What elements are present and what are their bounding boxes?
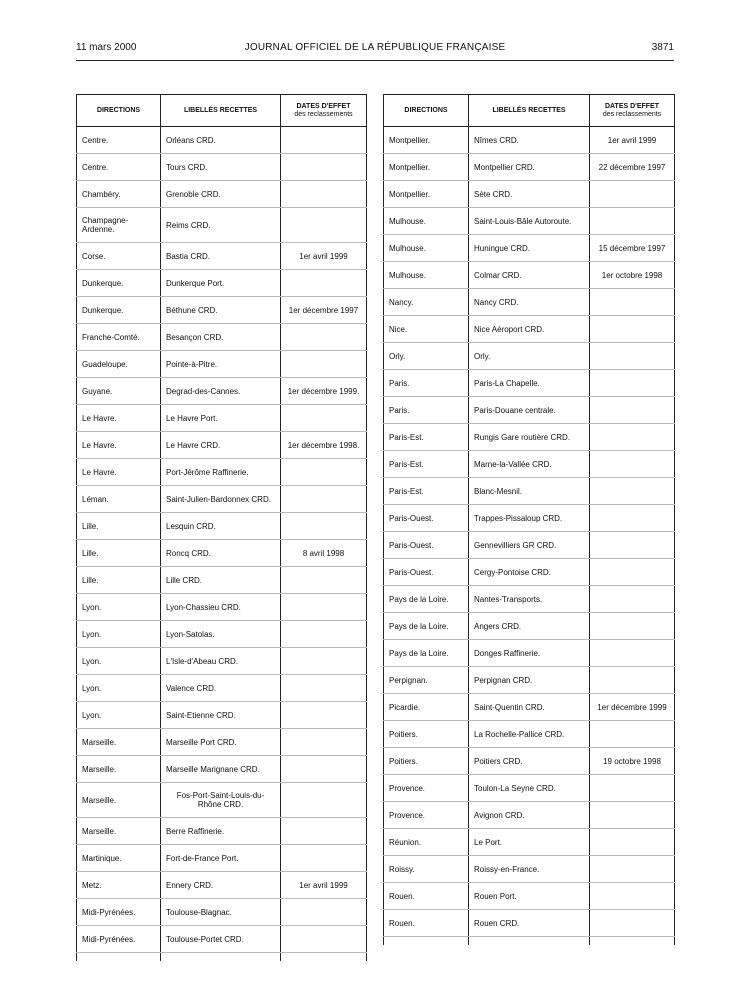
table-row (77, 818, 367, 845)
cell-date (590, 397, 675, 424)
col-header-dates-line1: DATES D'EFFET (604, 102, 660, 110)
cell-date (590, 505, 675, 532)
cell-date (590, 667, 675, 694)
cell-libelle: Lyon-Satolas. (161, 621, 281, 648)
cell-direction: Lyon. (77, 675, 161, 702)
cell-date (590, 451, 675, 478)
cell-libelle: Saint-Etienne CRD. (161, 702, 281, 729)
cell-date: 1er avril 1999 (590, 127, 675, 154)
cell-date (281, 459, 367, 486)
cell-libelle: Sète CRD. (469, 181, 590, 208)
cell-date (281, 926, 367, 953)
cell-direction: Montpellier. (384, 154, 469, 181)
table-row (77, 181, 367, 208)
cell-libelle: Orléans CRD. (161, 127, 281, 154)
cell-direction: Midi-Pyrénées. (77, 899, 161, 926)
col-header-dates-line2: des reclassements (294, 110, 353, 118)
cell-date: 8 avril 1998 (281, 540, 367, 567)
cell-direction: Rouen. (384, 883, 469, 910)
cell-direction: Nancy. (384, 289, 469, 316)
cell-direction: Centre. (77, 154, 161, 181)
cell-libelle: Lille CRD. (161, 567, 281, 594)
cell-date: 15 décembre 1997 (590, 235, 675, 262)
cell-date (281, 567, 367, 594)
table-row (77, 405, 367, 432)
cell-libelle: Besançon CRD. (161, 324, 281, 351)
table-row (77, 567, 367, 594)
cell-date (281, 270, 367, 297)
cell-libelle: L'Isle-d'Abeau CRD. (161, 648, 281, 675)
cell-libelle: Rouen CRD. (469, 910, 590, 937)
cell-direction: Le Havre. (77, 459, 161, 486)
col-header-libelles: LIBELLÉS RECETTES (161, 95, 281, 127)
cell-libelle: Avignon CRD. (469, 802, 590, 829)
table-row (77, 899, 367, 926)
cell-date (590, 289, 675, 316)
cell-date: 1er décembre 1999 (590, 694, 675, 721)
cell-libelle: Bastia CRD. (161, 243, 281, 270)
cell-libelle: Colmar CRD. (469, 262, 590, 289)
cell-date (281, 324, 367, 351)
cell-direction: Perpignan. (384, 667, 469, 694)
cell-libelle: Nancy CRD. (469, 289, 590, 316)
cell-direction: Paris-Est. (384, 478, 469, 505)
cell-date (590, 802, 675, 829)
issue-date: 11 mars 2000 (76, 42, 137, 53)
cell-direction: Chambéry. (77, 181, 161, 208)
cell-libelle: Béthune CRD. (161, 297, 281, 324)
table-row (384, 397, 675, 424)
table-row (384, 424, 675, 451)
table-row (384, 127, 675, 154)
cell-date (590, 343, 675, 370)
col-header-dates (281, 95, 367, 127)
cell-date (590, 208, 675, 235)
table-row (77, 675, 367, 702)
cell-libelle: Rungis Gare routière CRD. (469, 424, 590, 451)
table-row (384, 316, 675, 343)
cell-direction: Pays de la Loire. (384, 613, 469, 640)
cell-libelle: Poitiers CRD. (469, 748, 590, 775)
cell-libelle: Berre Raffinerie. (161, 818, 281, 845)
header-rule (76, 60, 674, 61)
cell-libelle: Toulon-La Seyne CRD. (469, 775, 590, 802)
table-row (384, 370, 675, 397)
cell-direction: Guyane. (77, 378, 161, 405)
cell-direction: Pays de la Loire. (384, 640, 469, 667)
cell-libelle: Blanc-Mesnil. (469, 478, 590, 505)
cell-libelle: Nantes-Transports. (469, 586, 590, 613)
cell-date (281, 648, 367, 675)
tail-cell (161, 953, 281, 962)
cell-libelle: Nîmes CRD. (469, 127, 590, 154)
cell-date (590, 532, 675, 559)
cell-direction: Dunkerque. (77, 270, 161, 297)
cell-date: 1er avril 1999 (281, 243, 367, 270)
cell-libelle: Trappes-Pissaloup CRD. (469, 505, 590, 532)
cell-libelle: Fort-de-France Port. (161, 845, 281, 872)
cell-direction: Le Havre. (77, 432, 161, 459)
cell-date: 1er décembre 1998. (281, 432, 367, 459)
table-row (384, 694, 675, 721)
cell-direction: Orly. (384, 343, 469, 370)
cell-libelle: Angers CRD. (469, 613, 590, 640)
table-row (384, 154, 675, 181)
table-tail (384, 937, 675, 946)
table-row (77, 351, 367, 378)
cell-direction: Paris-Est. (384, 451, 469, 478)
table-row (77, 127, 367, 154)
cell-direction: Paris. (384, 397, 469, 424)
cell-libelle: Paris-Douane centrale. (469, 397, 590, 424)
col-header-dates-line1: DATES D'EFFET (296, 102, 351, 110)
cell-date (281, 594, 367, 621)
cell-libelle: Degrad-des-Cannes. (161, 378, 281, 405)
cell-direction: Picardie. (384, 694, 469, 721)
table-row (77, 154, 367, 181)
page-number: 3871 (651, 42, 674, 53)
cell-libelle: Dunkerque Port. (161, 270, 281, 297)
cell-direction: Le Havre. (77, 405, 161, 432)
cell-date (590, 586, 675, 613)
cell-direction: Poitiers. (384, 721, 469, 748)
cell-date (590, 640, 675, 667)
cell-direction: Paris-Est. (384, 424, 469, 451)
table-row (384, 856, 675, 883)
cell-libelle: Grenoble CRD. (161, 181, 281, 208)
cell-libelle: Donges Raffinerie. (469, 640, 590, 667)
cell-date (281, 899, 367, 926)
col-header-libelles: LIBELLÉS RECETTES (469, 95, 590, 127)
table-header-row (77, 95, 367, 127)
table-row (77, 702, 367, 729)
table-row (77, 783, 367, 818)
table-row (384, 181, 675, 208)
cell-direction: Roissy. (384, 856, 469, 883)
cell-direction: Centre. (77, 127, 161, 154)
cell-direction: Lyon. (77, 594, 161, 621)
cell-direction: Lyon. (77, 702, 161, 729)
cell-date (281, 154, 367, 181)
cell-libelle: Rouen Port. (469, 883, 590, 910)
cell-date (281, 513, 367, 540)
table-row (384, 910, 675, 937)
tail-cell (469, 937, 590, 946)
cell-direction: Léman. (77, 486, 161, 513)
cell-date (281, 702, 367, 729)
table-row (77, 243, 367, 270)
tail-cell (590, 937, 675, 946)
table-row (384, 478, 675, 505)
table-row (77, 297, 367, 324)
cell-libelle: Saint-Louis-Bâle Autoroute. (469, 208, 590, 235)
table-row (384, 883, 675, 910)
cell-libelle: Fos-Port-Saint-Louis-du-Rhône CRD. (161, 783, 281, 818)
cell-libelle: Montpellier CRD. (469, 154, 590, 181)
cell-direction: Lyon. (77, 648, 161, 675)
table-tail (77, 953, 367, 962)
col-header-dates (590, 95, 675, 127)
cell-direction: Paris-Ouest. (384, 532, 469, 559)
cell-date: 1er avril 1999 (281, 872, 367, 899)
table-row (384, 532, 675, 559)
cell-date: 22 décembre 1997 (590, 154, 675, 181)
table-row (384, 748, 675, 775)
cell-direction: Lyon. (77, 621, 161, 648)
cell-direction: Metz. (77, 872, 161, 899)
table-row (77, 208, 367, 243)
cell-date (590, 613, 675, 640)
cell-date (281, 845, 367, 872)
cell-direction: Champagne-Ardenne. (77, 208, 161, 243)
cell-date (281, 181, 367, 208)
cell-direction: Paris. (384, 370, 469, 397)
cell-date (281, 208, 367, 243)
cell-date (281, 675, 367, 702)
cell-direction: Provence. (384, 775, 469, 802)
table-row (77, 270, 367, 297)
table-row (77, 926, 367, 953)
cell-date (281, 621, 367, 648)
cell-date (590, 721, 675, 748)
cell-libelle: Le Havre Port. (161, 405, 281, 432)
cell-date: 19 octobre 1998 (590, 748, 675, 775)
cell-date (281, 486, 367, 513)
cell-libelle: Paris-La Chapelle. (469, 370, 590, 397)
cell-direction: Rouen. (384, 910, 469, 937)
table-row (384, 802, 675, 829)
table-left (76, 94, 367, 961)
cell-date (590, 883, 675, 910)
table-row (384, 775, 675, 802)
table-row (77, 486, 367, 513)
cell-direction: Martinique. (77, 845, 161, 872)
table-row (384, 343, 675, 370)
cell-libelle: Roncq CRD. (161, 540, 281, 567)
cell-date (281, 351, 367, 378)
cell-direction: Montpellier. (384, 181, 469, 208)
table-row (384, 586, 675, 613)
cell-libelle: Le Havre CRD. (161, 432, 281, 459)
cell-direction: Corse. (77, 243, 161, 270)
table-row (384, 235, 675, 262)
table-row (77, 872, 367, 899)
cell-libelle: Reims CRD. (161, 208, 281, 243)
tail-cell (77, 953, 161, 962)
page-header (76, 40, 674, 58)
cell-date (281, 405, 367, 432)
cell-libelle: Orly. (469, 343, 590, 370)
cell-libelle: Saint-Quentin CRD. (469, 694, 590, 721)
cell-direction: Franche-Comté. (77, 324, 161, 351)
cell-date (590, 775, 675, 802)
table-row (77, 513, 367, 540)
cell-libelle: Saint-Julien-Bardonnex CRD. (161, 486, 281, 513)
cell-direction: Réunion. (384, 829, 469, 856)
table-row (77, 756, 367, 783)
cell-libelle: Lesquin CRD. (161, 513, 281, 540)
table-row (384, 262, 675, 289)
table-row (77, 729, 367, 756)
cell-direction: Mulhouse. (384, 208, 469, 235)
cell-libelle: Marseille Marignane CRD. (161, 756, 281, 783)
table-row (77, 540, 367, 567)
cell-direction: Pays de la Loire. (384, 586, 469, 613)
table-row (384, 640, 675, 667)
cell-libelle: Ennery CRD. (161, 872, 281, 899)
table-row (77, 648, 367, 675)
cell-date (590, 910, 675, 937)
cell-date (281, 783, 367, 818)
cell-libelle: Toulouse-Portet CRD. (161, 926, 281, 953)
col-header-directions: DIRECTIONS (77, 95, 161, 127)
table-row (384, 289, 675, 316)
cell-libelle: Marne-la-Vallée CRD. (469, 451, 590, 478)
cell-direction: Marseille. (77, 729, 161, 756)
cell-libelle: Pointe-à-Pitre. (161, 351, 281, 378)
table-row (384, 451, 675, 478)
cell-direction: Marseille. (77, 756, 161, 783)
table-header-row (384, 95, 675, 127)
cell-libelle: Toulouse-Blagnac. (161, 899, 281, 926)
cell-libelle: Marseille Port CRD. (161, 729, 281, 756)
cell-libelle: Perpignan CRD. (469, 667, 590, 694)
cell-libelle: Roissy-en-France. (469, 856, 590, 883)
cell-libelle: Lyon-Chassieu CRD. (161, 594, 281, 621)
table-right (383, 94, 675, 945)
cell-direction: Marseille. (77, 783, 161, 818)
cell-direction: Lille. (77, 513, 161, 540)
table-row (384, 829, 675, 856)
tail-cell (281, 953, 367, 962)
table-row (384, 667, 675, 694)
cell-libelle: Le Port. (469, 829, 590, 856)
table-row (384, 505, 675, 532)
col-header-dates-line2: des reclassements (602, 110, 662, 118)
tail-cell (384, 937, 469, 946)
cell-libelle: Cergy-Pontoise CRD. (469, 559, 590, 586)
cell-libelle: Huningue CRD. (469, 235, 590, 262)
cell-date: 1er octobre 1998 (590, 262, 675, 289)
cell-direction: Paris-Ouest. (384, 505, 469, 532)
cell-date (590, 856, 675, 883)
cell-date (281, 756, 367, 783)
cell-direction: Nice. (384, 316, 469, 343)
cell-libelle: Gennevilliers GR CRD. (469, 532, 590, 559)
journal-title: JOURNAL OFFICIEL DE LA RÉPUBLIQUE FRANÇAISE (244, 42, 506, 53)
table-row (77, 324, 367, 351)
cell-date (590, 478, 675, 505)
cell-direction: Poitiers. (384, 748, 469, 775)
table-row (77, 594, 367, 621)
cell-date (281, 729, 367, 756)
cell-date (281, 818, 367, 845)
cell-date (590, 559, 675, 586)
cell-libelle: Nice Aéroport CRD. (469, 316, 590, 343)
cell-date (281, 127, 367, 154)
cell-date (590, 829, 675, 856)
table-row (77, 378, 367, 405)
col-header-directions: DIRECTIONS (384, 95, 469, 127)
cell-date (590, 370, 675, 397)
cell-direction: Midi-Pyrénées. (77, 926, 161, 953)
cell-date (590, 424, 675, 451)
cell-date (590, 316, 675, 343)
cell-libelle: Tours CRD. (161, 154, 281, 181)
cell-direction: Dunkerque. (77, 297, 161, 324)
table-row (384, 208, 675, 235)
table-row (77, 432, 367, 459)
table-row (384, 559, 675, 586)
cell-direction: Provence. (384, 802, 469, 829)
cell-date (590, 181, 675, 208)
table-row (77, 459, 367, 486)
cell-direction: Guadeloupe. (77, 351, 161, 378)
table-row (384, 613, 675, 640)
cell-direction: Paris-Ouest. (384, 559, 469, 586)
cell-direction: Marseille. (77, 818, 161, 845)
cell-date: 1er décembre 1999. (281, 378, 367, 405)
cell-direction: Mulhouse. (384, 262, 469, 289)
cell-libelle: La Rochelle-Pallice CRD. (469, 721, 590, 748)
cell-direction: Lille. (77, 567, 161, 594)
table-row (384, 721, 675, 748)
table-row (77, 621, 367, 648)
cell-direction: Mulhouse. (384, 235, 469, 262)
cell-libelle: Valence CRD. (161, 675, 281, 702)
cell-date: 1er décembre 1997 (281, 297, 367, 324)
table-row (77, 845, 367, 872)
cell-direction: Lille. (77, 540, 161, 567)
cell-libelle: Port-Jérôme Raffinerie. (161, 459, 281, 486)
cell-direction: Montpellier. (384, 127, 469, 154)
